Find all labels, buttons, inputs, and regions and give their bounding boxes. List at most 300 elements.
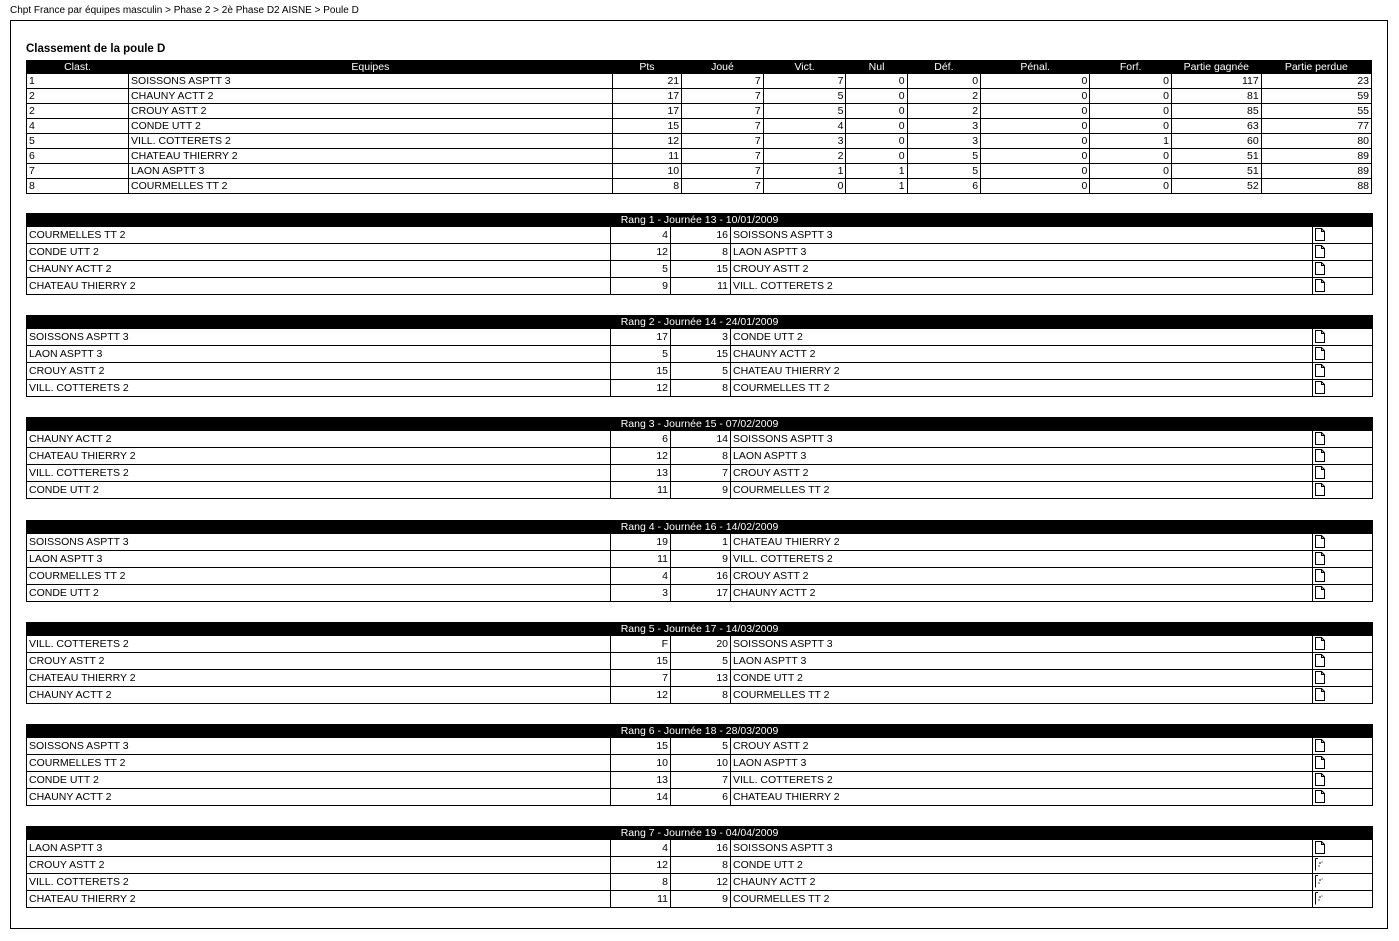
document-icon[interactable] <box>1315 790 1325 803</box>
stat-cell: 89 <box>1261 164 1371 179</box>
standings-row <box>27 74 1372 89</box>
away-team: LAON ASPTT 3 <box>731 244 1313 261</box>
match-sheet-cell <box>1313 329 1373 346</box>
round-header: Rang 7 - Journée 19 - 04/04/2009 <box>27 827 1373 840</box>
stat-cell: 11 <box>612 149 681 164</box>
home-team: CONDE UTT 2 <box>27 244 611 261</box>
stat-cell: 85 <box>1171 104 1261 119</box>
match-row <box>27 380 1373 397</box>
standings-header-cell: Vict. <box>763 61 846 74</box>
home-score: 12 <box>611 380 671 397</box>
away-score: 14 <box>671 431 731 448</box>
away-team: LAON ASPTT 3 <box>731 653 1313 670</box>
match-row <box>27 738 1373 755</box>
standings-header-cell: Equipes <box>129 61 613 74</box>
stat-cell: 10 <box>612 164 681 179</box>
home-score: 12 <box>611 857 671 874</box>
round-table <box>26 213 1373 295</box>
home-score: 11 <box>611 482 671 499</box>
match-sheet-cell <box>1313 755 1373 772</box>
match-row <box>27 465 1373 482</box>
stat-cell: 0 <box>846 119 907 134</box>
stat-cell: 0 <box>1090 179 1172 194</box>
stat-cell: 0 <box>846 149 907 164</box>
match-sheet-cell <box>1313 636 1373 653</box>
match-sheet-cell <box>1313 551 1373 568</box>
away-score: 8 <box>671 857 731 874</box>
match-row <box>27 840 1373 857</box>
away-score: 8 <box>671 380 731 397</box>
stat-cell: 0 <box>981 149 1090 164</box>
home-team: VILL. COTTERETS 2 <box>27 636 611 653</box>
stat-cell: 1 <box>1090 134 1172 149</box>
stat-cell: 8 <box>612 179 681 194</box>
stat-cell: 0 <box>1090 119 1172 134</box>
home-score: 11 <box>611 891 671 908</box>
match-row <box>27 653 1373 670</box>
home-team: CHATEAU THIERRY 2 <box>27 448 611 465</box>
stat-cell: 0 <box>1090 74 1172 89</box>
match-sheet-cell <box>1313 278 1373 295</box>
stat-cell: 0 <box>981 89 1090 104</box>
match-row <box>27 772 1373 789</box>
away-team: CONDE UTT 2 <box>731 857 1313 874</box>
match-row <box>27 636 1373 653</box>
document-icon[interactable] <box>1315 552 1325 565</box>
away-team: CHATEAU THIERRY 2 <box>731 789 1313 806</box>
away-score: 5 <box>671 363 731 380</box>
rank-cell: 2 <box>27 89 129 104</box>
match-sheet-cell <box>1313 772 1373 789</box>
document-icon[interactable] <box>1315 279 1325 292</box>
document-icon[interactable] <box>1315 364 1325 377</box>
home-score: 9 <box>611 278 671 295</box>
away-score: 13 <box>671 670 731 687</box>
away-score: 17 <box>671 585 731 602</box>
stat-cell: 88 <box>1261 179 1371 194</box>
stat-cell: 0 <box>1090 149 1172 164</box>
standings-table <box>26 60 1372 194</box>
team-name: CONDE UTT 2 <box>129 119 613 134</box>
stat-cell: 51 <box>1171 164 1261 179</box>
document-icon[interactable] <box>1315 688 1325 701</box>
round-header: Rang 3 - Journée 15 - 07/02/2009 <box>27 418 1373 431</box>
match-row <box>27 891 1373 908</box>
document-icon[interactable] <box>1315 466 1325 479</box>
match-row <box>27 687 1373 704</box>
home-score: 14 <box>611 789 671 806</box>
team-name: VILL. COTTERETS 2 <box>129 134 613 149</box>
broken-image-icon[interactable] <box>1315 858 1325 871</box>
away-team: LAON ASPTT 3 <box>731 755 1313 772</box>
stat-cell: 7 <box>682 149 764 164</box>
standings-header-cell: Pts <box>612 61 681 74</box>
home-score: 13 <box>611 772 671 789</box>
away-score: 8 <box>671 448 731 465</box>
away-team: CROUY ASTT 2 <box>731 568 1313 585</box>
round-table <box>26 724 1373 806</box>
home-team: CROUY ASTT 2 <box>27 857 611 874</box>
stat-cell: 0 <box>907 74 980 89</box>
away-score: 15 <box>671 261 731 278</box>
match-row <box>27 534 1373 551</box>
away-team: CONDE UTT 2 <box>731 329 1313 346</box>
home-score: 5 <box>611 346 671 363</box>
match-row <box>27 789 1373 806</box>
home-score: 6 <box>611 431 671 448</box>
home-score: 8 <box>611 874 671 891</box>
stat-cell: 52 <box>1171 179 1261 194</box>
stat-cell: 0 <box>1090 104 1172 119</box>
away-score: 20 <box>671 636 731 653</box>
match-row <box>27 329 1373 346</box>
match-row <box>27 857 1373 874</box>
away-score: 16 <box>671 568 731 585</box>
document-icon[interactable] <box>1315 586 1325 599</box>
home-team: CHAUNY ACTT 2 <box>27 261 611 278</box>
match-sheet-cell <box>1313 227 1373 244</box>
match-sheet-cell <box>1313 585 1373 602</box>
home-score: 4 <box>611 840 671 857</box>
match-row <box>27 363 1373 380</box>
stat-cell: 12 <box>612 134 681 149</box>
stat-cell: 59 <box>1261 89 1371 104</box>
match-row <box>27 227 1373 244</box>
stat-cell: 0 <box>981 179 1090 194</box>
away-score: 7 <box>671 465 731 482</box>
document-icon[interactable] <box>1315 841 1325 854</box>
stat-cell: 0 <box>846 104 907 119</box>
home-team: LAON ASPTT 3 <box>27 551 611 568</box>
away-team: CHATEAU THIERRY 2 <box>731 363 1313 380</box>
document-icon[interactable] <box>1315 671 1325 684</box>
home-score: 13 <box>611 465 671 482</box>
away-team: VILL. COTTERETS 2 <box>731 772 1313 789</box>
round-table <box>26 826 1373 908</box>
away-score: 9 <box>671 551 731 568</box>
stat-cell: 4 <box>763 119 846 134</box>
standings-header-cell: Clast. <box>27 61 129 74</box>
team-name: CROUY ASTT 2 <box>129 104 613 119</box>
match-row <box>27 585 1373 602</box>
away-team: CONDE UTT 2 <box>731 670 1313 687</box>
stat-cell: 51 <box>1171 149 1261 164</box>
match-sheet-cell <box>1313 448 1373 465</box>
away-team: COURMELLES TT 2 <box>731 687 1313 704</box>
team-name: COURMELLES TT 2 <box>129 179 613 194</box>
round-header: Rang 4 - Journée 16 - 14/02/2009 <box>27 521 1373 534</box>
team-name: CHAUNY ACTT 2 <box>129 89 613 104</box>
home-score: 12 <box>611 244 671 261</box>
match-row <box>27 482 1373 499</box>
match-sheet-cell <box>1313 789 1373 806</box>
match-row <box>27 568 1373 585</box>
round-table <box>26 315 1373 397</box>
document-icon[interactable] <box>1315 262 1325 275</box>
document-icon[interactable] <box>1315 739 1325 752</box>
stat-cell: 60 <box>1171 134 1261 149</box>
stat-cell: 21 <box>612 74 681 89</box>
away-score: 8 <box>671 687 731 704</box>
document-icon[interactable] <box>1315 381 1325 394</box>
home-score: 19 <box>611 534 671 551</box>
stat-cell: 0 <box>981 104 1090 119</box>
match-sheet-cell <box>1313 482 1373 499</box>
standings-header-cell: Partie perdue <box>1261 61 1371 74</box>
away-score: 6 <box>671 789 731 806</box>
home-team: VILL. COTTERETS 2 <box>27 874 611 891</box>
document-icon[interactable] <box>1315 569 1325 582</box>
stat-cell: 7 <box>682 119 764 134</box>
round-table <box>26 417 1373 499</box>
stat-cell: 23 <box>1261 74 1371 89</box>
rank-cell: 7 <box>27 164 129 179</box>
stat-cell: 80 <box>1261 134 1371 149</box>
away-score: 9 <box>671 891 731 908</box>
away-score: 16 <box>671 840 731 857</box>
away-score: 5 <box>671 653 731 670</box>
away-team: CROUY ASTT 2 <box>731 261 1313 278</box>
home-score: 10 <box>611 755 671 772</box>
match-sheet-cell <box>1313 244 1373 261</box>
home-score: 12 <box>611 448 671 465</box>
away-team: SOISSONS ASPTT 3 <box>731 840 1313 857</box>
home-team: SOISSONS ASPTT 3 <box>27 738 611 755</box>
stat-cell: 77 <box>1261 119 1371 134</box>
stat-cell: 2 <box>763 149 846 164</box>
home-team: CHATEAU THIERRY 2 <box>27 891 611 908</box>
document-icon[interactable] <box>1315 347 1325 360</box>
standings-header-cell: Pénal. <box>981 61 1090 74</box>
stat-cell: 7 <box>682 134 764 149</box>
home-team: COURMELLES TT 2 <box>27 227 611 244</box>
away-team: SOISSONS ASPTT 3 <box>731 431 1313 448</box>
away-team: CHAUNY ACTT 2 <box>731 585 1313 602</box>
document-icon[interactable] <box>1315 330 1325 343</box>
home-team: CONDE UTT 2 <box>27 482 611 499</box>
away-score: 16 <box>671 227 731 244</box>
standings-header-cell: Forf. <box>1090 61 1172 74</box>
match-sheet-cell <box>1313 874 1373 891</box>
rank-cell: 5 <box>27 134 129 149</box>
home-score: F <box>611 636 671 653</box>
match-row <box>27 874 1373 891</box>
rank-cell: 4 <box>27 119 129 134</box>
round-header: Rang 2 - Journée 14 - 24/01/2009 <box>27 316 1373 329</box>
document-icon[interactable] <box>1315 773 1325 786</box>
stat-cell: 2 <box>907 104 980 119</box>
document-icon[interactable] <box>1315 535 1325 548</box>
stat-cell: 7 <box>682 89 764 104</box>
stat-cell: 3 <box>763 134 846 149</box>
match-row <box>27 261 1373 278</box>
home-score: 4 <box>611 227 671 244</box>
match-row <box>27 278 1373 295</box>
standings-row <box>27 134 1372 149</box>
away-score: 9 <box>671 482 731 499</box>
home-score: 15 <box>611 738 671 755</box>
match-sheet-cell <box>1313 840 1373 857</box>
stat-cell: 17 <box>612 104 681 119</box>
away-score: 8 <box>671 244 731 261</box>
away-team: CROUY ASTT 2 <box>731 465 1313 482</box>
away-team: LAON ASPTT 3 <box>731 448 1313 465</box>
stat-cell: 0 <box>846 89 907 104</box>
document-icon[interactable] <box>1315 228 1325 241</box>
away-team: CROUY ASTT 2 <box>731 738 1313 755</box>
broken-image-icon[interactable] <box>1315 875 1325 888</box>
home-team: CHATEAU THIERRY 2 <box>27 670 611 687</box>
standings-row <box>27 164 1372 179</box>
round-header: Rang 6 - Journée 18 - 28/03/2009 <box>27 725 1373 738</box>
home-team: CHAUNY ACTT 2 <box>27 431 611 448</box>
home-team: SOISSONS ASPTT 3 <box>27 329 611 346</box>
match-row <box>27 431 1373 448</box>
stat-cell: 5 <box>763 89 846 104</box>
stat-cell: 7 <box>682 179 764 194</box>
standings-row <box>27 149 1372 164</box>
match-sheet-cell <box>1313 380 1373 397</box>
match-sheet-cell <box>1313 465 1373 482</box>
stat-cell: 0 <box>981 164 1090 179</box>
match-sheet-cell <box>1313 346 1373 363</box>
away-score: 7 <box>671 772 731 789</box>
stat-cell: 0 <box>981 119 1090 134</box>
match-sheet-cell <box>1313 653 1373 670</box>
away-team: CHATEAU THIERRY 2 <box>731 534 1313 551</box>
stat-cell: 7 <box>682 74 764 89</box>
away-score: 5 <box>671 738 731 755</box>
match-row <box>27 244 1373 261</box>
rank-cell: 1 <box>27 74 129 89</box>
match-sheet-cell <box>1313 687 1373 704</box>
match-sheet-cell <box>1313 363 1373 380</box>
stat-cell: 7 <box>763 74 846 89</box>
away-score: 10 <box>671 755 731 772</box>
home-score: 15 <box>611 653 671 670</box>
breadcrumb: Chpt France par équipes masculin > Phase 2 > 2è Phase D2 AISNE > Poule D <box>10 5 359 16</box>
stat-cell: 1 <box>846 179 907 194</box>
document-icon[interactable] <box>1315 637 1325 650</box>
broken-image-icon[interactable] <box>1315 892 1325 905</box>
home-score: 5 <box>611 261 671 278</box>
away-team: SOISSONS ASPTT 3 <box>731 636 1313 653</box>
match-row <box>27 551 1373 568</box>
match-sheet-cell <box>1313 261 1373 278</box>
home-team: CHAUNY ACTT 2 <box>27 789 611 806</box>
away-score: 12 <box>671 874 731 891</box>
match-row <box>27 670 1373 687</box>
stat-cell: 3 <box>907 119 980 134</box>
match-sheet-cell <box>1313 431 1373 448</box>
stat-cell: 17 <box>612 89 681 104</box>
team-name: LAON ASPTT 3 <box>129 164 613 179</box>
match-row <box>27 346 1373 363</box>
home-score: 17 <box>611 329 671 346</box>
match-row <box>27 755 1373 772</box>
standings-row <box>27 119 1372 134</box>
standings-row <box>27 179 1372 194</box>
standings-row <box>27 89 1372 104</box>
stat-cell: 7 <box>682 104 764 119</box>
document-icon[interactable] <box>1315 449 1325 462</box>
home-team: VILL. COTTERETS 2 <box>27 380 611 397</box>
match-sheet-cell <box>1313 857 1373 874</box>
away-team: COURMELLES TT 2 <box>731 891 1313 908</box>
rank-cell: 2 <box>27 104 129 119</box>
away-team: VILL. COTTERETS 2 <box>731 278 1313 295</box>
round-table <box>26 622 1373 704</box>
home-team: CONDE UTT 2 <box>27 772 611 789</box>
rank-cell: 6 <box>27 149 129 164</box>
home-score: 3 <box>611 585 671 602</box>
away-team: VILL. COTTERETS 2 <box>731 551 1313 568</box>
stat-cell: 1 <box>763 164 846 179</box>
match-row <box>27 448 1373 465</box>
home-team: CHAUNY ACTT 2 <box>27 687 611 704</box>
standings-header-cell: Partie gagnée <box>1171 61 1261 74</box>
home-score: 12 <box>611 687 671 704</box>
standings-header-cell: Déf. <box>907 61 980 74</box>
document-icon[interactable] <box>1315 245 1325 258</box>
stat-cell: 117 <box>1171 74 1261 89</box>
home-score: 15 <box>611 363 671 380</box>
away-team: CHAUNY ACTT 2 <box>731 874 1313 891</box>
stat-cell: 5 <box>907 149 980 164</box>
away-team: COURMELLES TT 2 <box>731 482 1313 499</box>
home-team: CROUY ASTT 2 <box>27 363 611 380</box>
standings-header-cell: Joué <box>682 61 764 74</box>
document-icon[interactable] <box>1315 756 1325 769</box>
round-table <box>26 520 1373 602</box>
stat-cell: 7 <box>682 164 764 179</box>
stat-cell: 0 <box>981 134 1090 149</box>
round-header: Rang 1 - Journée 13 - 10/01/2009 <box>27 214 1373 227</box>
stat-cell: 0 <box>1090 89 1172 104</box>
stat-cell: 1 <box>846 164 907 179</box>
stat-cell: 55 <box>1261 104 1371 119</box>
home-team: LAON ASPTT 3 <box>27 840 611 857</box>
home-team: CROUY ASTT 2 <box>27 653 611 670</box>
document-icon[interactable] <box>1315 654 1325 667</box>
stat-cell: 0 <box>763 179 846 194</box>
away-score: 15 <box>671 346 731 363</box>
team-name: SOISSONS ASPTT 3 <box>129 74 613 89</box>
stat-cell: 2 <box>907 89 980 104</box>
away-score: 3 <box>671 329 731 346</box>
match-sheet-cell <box>1313 670 1373 687</box>
away-team: SOISSONS ASPTT 3 <box>731 227 1313 244</box>
stat-cell: 0 <box>846 74 907 89</box>
home-score: 4 <box>611 568 671 585</box>
document-icon[interactable] <box>1315 483 1325 496</box>
home-team: COURMELLES TT 2 <box>27 755 611 772</box>
team-name: CHATEAU THIERRY 2 <box>129 149 613 164</box>
home-team: LAON ASPTT 3 <box>27 346 611 363</box>
match-sheet-cell <box>1313 738 1373 755</box>
stat-cell: 15 <box>612 119 681 134</box>
document-icon[interactable] <box>1315 432 1325 445</box>
standings-header-cell: Nul <box>846 61 907 74</box>
home-team: VILL. COTTERETS 2 <box>27 465 611 482</box>
stat-cell: 63 <box>1171 119 1261 134</box>
home-score: 11 <box>611 551 671 568</box>
rank-cell: 8 <box>27 179 129 194</box>
stat-cell: 5 <box>763 104 846 119</box>
stat-cell: 89 <box>1261 149 1371 164</box>
match-sheet-cell <box>1313 891 1373 908</box>
stat-cell: 0 <box>981 74 1090 89</box>
